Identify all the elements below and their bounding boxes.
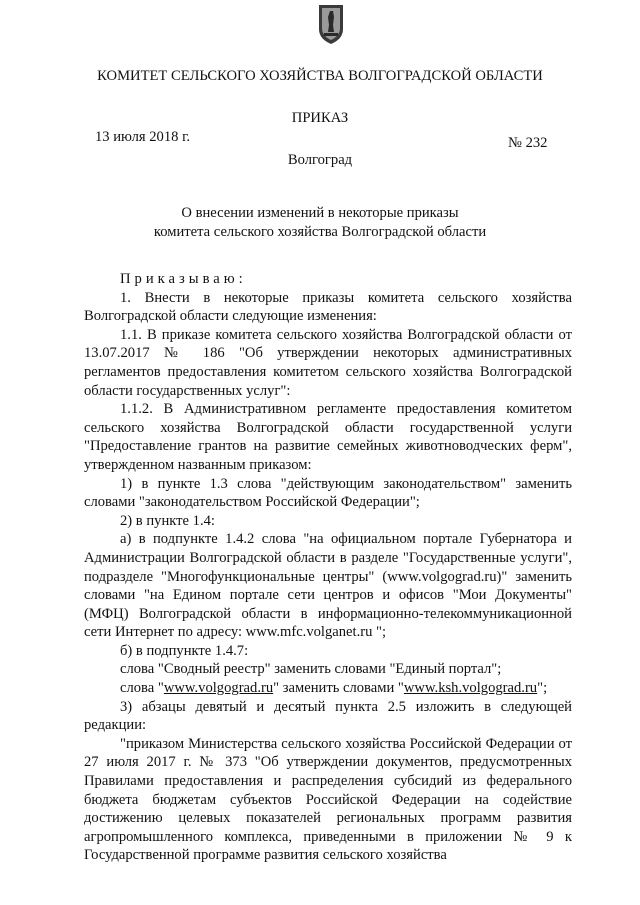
item-2a: а) в подпункте 1.4.2 слова "на официальном портале Губернатора и Администрации Волгоградской области в разделе "Государственные услуги", подразделе "Многофункциональные центры" (www.volgograd.ru)" заменить словами "на Едином портале сети центров и офисов "Мои Документы" (МФЦ) Волгоградской области в информационно-телекоммуникационной сети Интернет по адресу: www.mfc.volganet.ru "; — [84, 531, 572, 641]
item-2b-2 — [84, 679, 572, 698]
paragraph-1-1-2: 1.1.2. В Административном регламенте предоставления комитетом сельского хозяйства Волгоградской области государственной услуги "Предоставление грантов на развитие семейных животноводческих ферм", утвержденном названным приказом: — [84, 401, 572, 473]
paragraph-1: 1. Внести в некоторые приказы комитета сельского хозяйства Волгоградской области следующие изменения: — [84, 289, 572, 325]
paragraph-1-1: 1.1. В приказе комитета сельского хозяйства Волгоградской области от 13.07.2017 № 186 "Об утверждении некоторых административных регламентов предоставления комитетом сельского хозяйства Волгоградской области государственных услуг": — [84, 326, 572, 399]
order-body — [84, 270, 572, 865]
item-2b-2-middle: " заменить словами " — [273, 680, 404, 697]
city-name: Волгоград — [287, 152, 353, 168]
item-2b: б) в подпункте 1.4.7: — [120, 642, 249, 659]
item-1: 1) в пункте 1.3 слова "действующим законодательством" заменить словами "законодательством Российской Федерации"; — [84, 475, 572, 511]
order-title-line1: О внесении изменений в некоторые приказы — [181, 205, 459, 221]
quoted-text: "приказом Министерства сельского хозяйства Российской Федерации от 27 июля 2017 г. № 373 "Об утверждении документов, предусмотренных Правилами предоставления и распределения субсидий из федерального бюджета бюджетам субъектов Российской Федерации на содействие достижению целевых показателей региональных программ развития агропромышленного комплекса, приведенными в приложении № 9 к Государственной программе развития сельского хозяйства — [84, 735, 572, 864]
volgograd-link[interactable]: www.volgograd.ru — [163, 680, 274, 697]
order-word: Приказываю: — [120, 271, 247, 287]
coat-of-arms-icon — [317, 3, 345, 45]
item-2b-1: слова "Сводный реестр" заменить словами "Единый портал"; — [120, 661, 502, 678]
item-2b-2-prefix: слова " — [120, 680, 164, 697]
item-2b-2-suffix: "; — [537, 680, 548, 697]
document-type: ПРИКАЗ — [291, 110, 349, 126]
item-2: 2) в пункте 1.4: — [120, 512, 215, 529]
ksh-volgograd-link[interactable]: www.ksh.volgograd.ru — [403, 680, 538, 697]
order-number: № 232 — [508, 135, 548, 151]
item-3: 3) абзацы девятый и десятый пункта 2.5 изложить в следующей редакции: — [84, 698, 572, 734]
order-title-line2: комитета сельского хозяйства Волгоградской области — [153, 224, 487, 240]
committee-name: КОМИТЕТ СЕЛЬСКОГО ХОЗЯЙСТВА ВОЛГОГРАДСКОЙ ОБЛАСТИ — [97, 68, 543, 84]
order-date: 13 июля 2018 г. — [95, 129, 191, 145]
